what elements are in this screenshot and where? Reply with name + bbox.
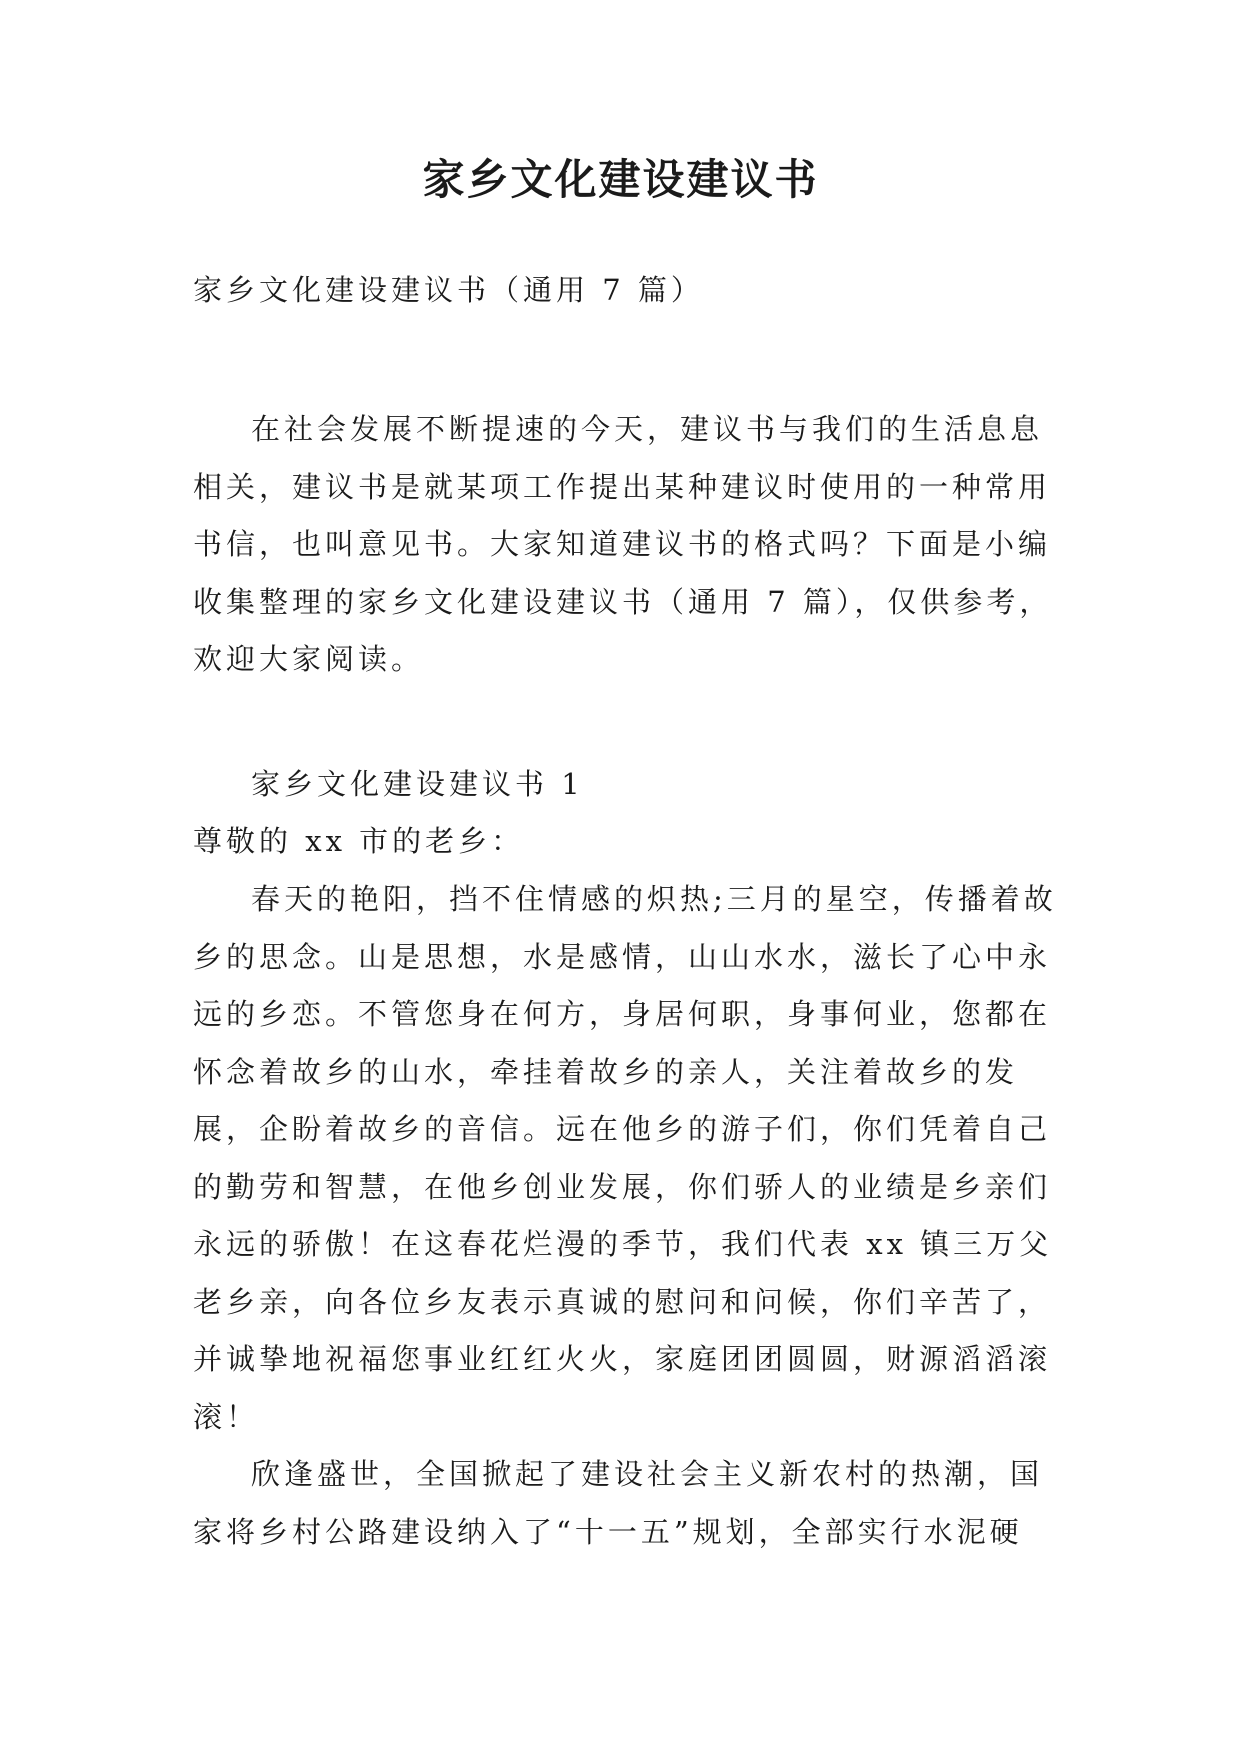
salutation: 尊敬的 xx 市的老乡：: [193, 824, 525, 858]
document-subtitle: 家乡文化建设建议书（通用 7 篇）: [193, 273, 704, 307]
body-paragraph-2: 欣逢盛世，全国掀起了建设社会主义新农村的热潮，国家将乡村公路建设纳入了“十一五”规划，全部实行水泥硬: [193, 1457, 1044, 1549]
section-heading: 家乡文化建设建议书 1: [251, 767, 584, 801]
document-title: 家乡文化建设建议书: [422, 155, 819, 204]
body-paragraph-1: 春天的艳阳，挡不住情感的炽热;三月的星空，传播着故乡的思念。山是思想，水是感情，山山水水，滋长了心中永远的乡恋。不管您身在何方，身居何职，身事何业，您都在怀念着故乡的山水，牵挂着故乡的亲人，关注着故乡的发展，企盼着故乡的音信。远在他乡的游子们，你们凭着自己的勤劳和智慧，在他乡创业发展，你们骄人的业绩是乡亲们永远的骄傲！在这春花烂漫的季节，我们代表 xx 镇三万父老乡亲，向各位乡友表示真诚的慰问和问候，你们辛苦了，并诚挚地祝福您事业红红火火，家庭团团圆圆，财源滔滔滚滚！: [193, 882, 1057, 1434]
intro-paragraph: 在社会发展不断提速的今天，建议书与我们的生活息息相关，建议书是就某项工作提出某种建议时使用的一种常用书信，也叫意见书。大家知道建议书的格式吗？下面是小编收集整理的家乡文化建设建议书（通用 7 篇），仅供参考，欢迎大家阅读。: [193, 412, 1053, 676]
